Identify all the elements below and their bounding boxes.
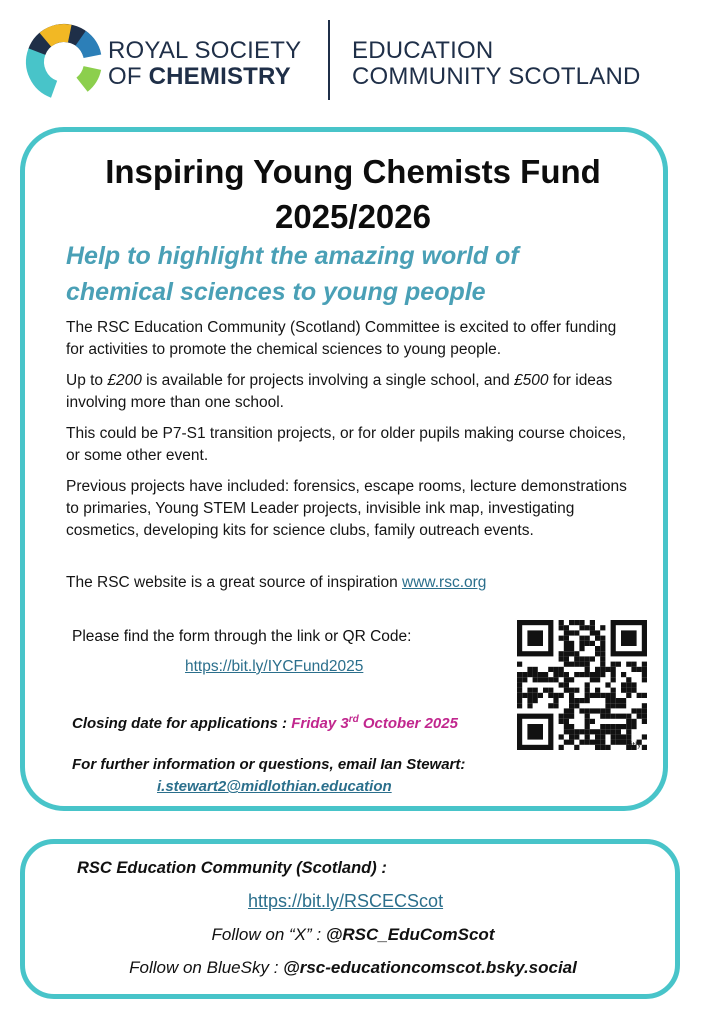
community-name-line1: EDUCATION <box>352 37 494 64</box>
bluesky-handle[interactable]: @rsc-educationcomscot.bsky.social <box>283 958 577 977</box>
contact-email-link[interactable]: i.stewart2@midlothian.education <box>157 778 392 795</box>
org-name-bold: CHEMISTRY <box>148 63 291 90</box>
funding-amount-single: £200 <box>107 372 142 389</box>
intro-paragraph: The RSC Education Community (Scotland) Committee is excited to offer funding for activities to promote the chemical sciences to young people. <box>66 319 617 358</box>
closing-date-value <box>291 715 458 732</box>
project-types-paragraph: This could be P7-S1 transition projects, or for older pupils making course choices, or some other event. <box>66 425 626 464</box>
funding-text-b: is available for projects involving a single school, and <box>141 372 515 389</box>
follow-x-line <box>0 923 706 947</box>
org-name-prefix: OF <box>108 63 149 90</box>
funding-text-c: for ideas involving more than one school. <box>66 372 613 411</box>
bitly-brand-label: bitly <box>626 741 642 749</box>
closing-date <box>72 709 458 735</box>
form-instructions: Please find the form through the link or QR Code: <box>72 628 412 645</box>
closing-date-day: Friday 3 <box>291 715 349 732</box>
funding-text-a: Up to <box>66 372 108 389</box>
follow-bluesky-label: Follow on BlueSky : <box>129 958 284 977</box>
follow-bluesky-line <box>0 956 706 980</box>
org-name-line2 <box>108 64 301 90</box>
org-name-line1: ROYAL SOCIETY <box>108 37 302 64</box>
page-title-year: 2025/2026 <box>275 198 431 235</box>
footer-title: RSC Education Community (Scotland) : <box>77 859 387 877</box>
header-divider <box>328 20 330 100</box>
closing-label: Closing date for applications : <box>72 715 292 732</box>
funding-amount-multi: £500 <box>514 372 549 389</box>
footer-link[interactable]: https://bit.ly/RSCECScot <box>248 891 444 911</box>
previous-projects-paragraph: Previous projects have included: forensics, escape rooms, lecture demonstrations to primaries, Young STEM Leader projects, invisible ink map, investigating cosmetics, developing kits for science clubs, family outreach events. <box>66 478 627 539</box>
qr-code-icon[interactable] <box>517 620 647 750</box>
follow-x-label: Follow on “X” : <box>211 925 326 944</box>
subtitle-line2: chemical sciences to young people <box>66 278 486 306</box>
community-name-line2: COMMUNITY SCOTLAND <box>352 63 641 90</box>
rsc-website-link[interactable]: www.rsc.org <box>402 574 487 591</box>
subtitle-line1: Help to highlight the amazing world of <box>66 242 519 270</box>
org-name <box>108 38 301 90</box>
website-paragraph <box>66 572 636 594</box>
community-name <box>352 38 641 90</box>
page-title: Inspiring Young Chemists Fund <box>105 153 601 190</box>
header <box>0 0 706 120</box>
contact-text: For further information or questions, email Ian Stewart: <box>72 756 466 773</box>
rsc-logo-icon <box>22 20 102 104</box>
form-link[interactable]: https://bit.ly/IYCFund2025 <box>185 658 364 675</box>
x-handle[interactable]: @RSC_EduComScot <box>325 925 495 944</box>
subtitle <box>66 238 646 310</box>
funding-paragraph <box>66 370 636 414</box>
closing-date-suffix: rd <box>348 714 359 725</box>
website-text: The RSC website is a great source of inspiration <box>66 574 402 591</box>
closing-date-month: October 2025 <box>358 715 458 732</box>
